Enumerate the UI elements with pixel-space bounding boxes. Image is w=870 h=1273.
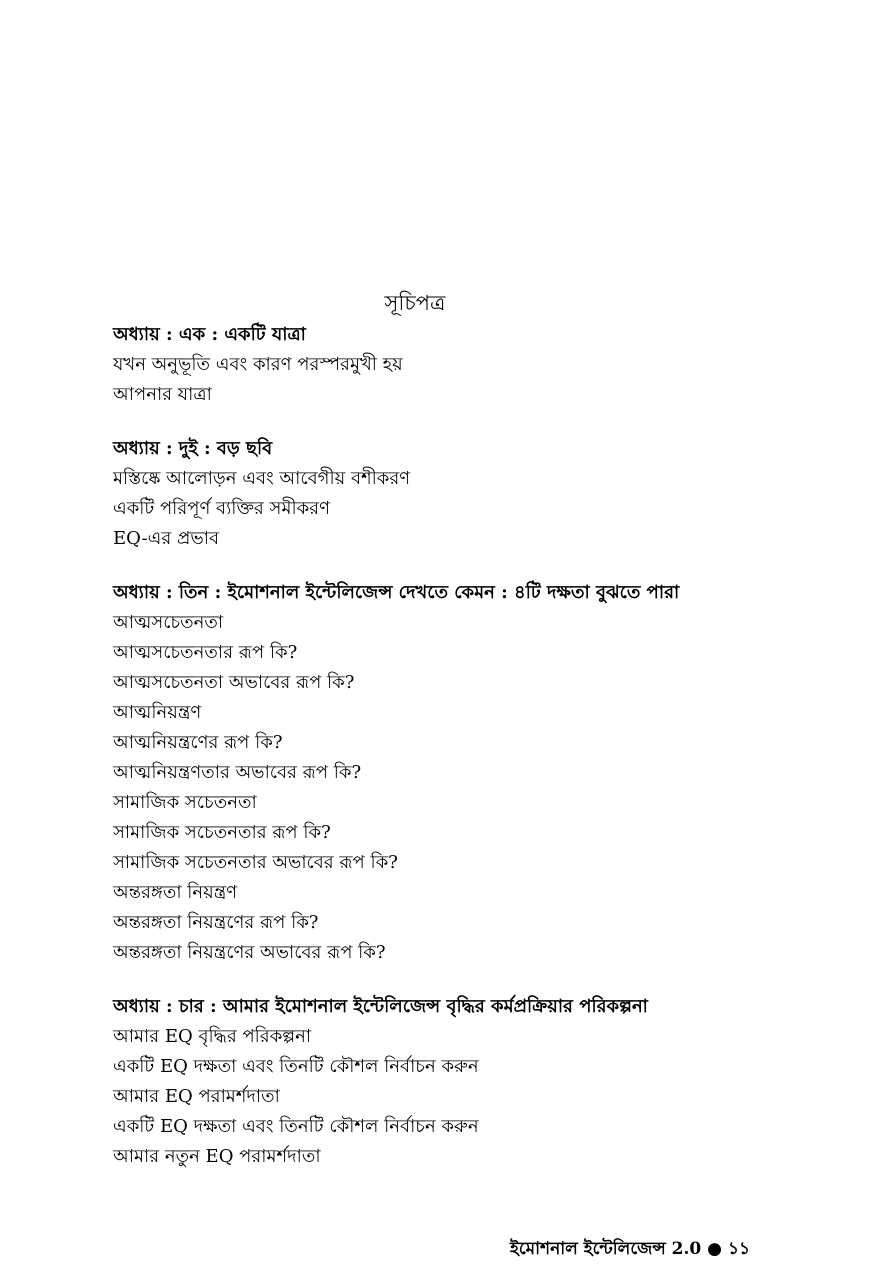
chapter-2 <box>113 434 823 554</box>
toc-entry: আপনার যাত্রা <box>113 384 212 405</box>
toc-entry: আমার নতুন EQ পরামর্শদাতা <box>113 1146 321 1167</box>
toc-entry: অন্তরঙ্গতা নিয়ন্ত্রণের রূপ কি? <box>113 912 319 933</box>
toc-entry: অন্তরঙ্গতা নিয়ন্ত্রণের অভাবের রূপ কি? <box>113 942 386 963</box>
toc-entry: আত্মনিয়ন্ত্রণের রূপ কি? <box>113 732 283 753</box>
toc-entry: আমার EQ পরামর্শদাতা <box>113 1086 280 1107</box>
toc-entry: আমার EQ বৃদ্ধির পরিকল্পনা <box>113 1026 312 1047</box>
chapter-heading: অধ্যায় : দুই : বড় ছবি <box>113 438 273 459</box>
toc-entry: EQ-এর প্রভাব <box>113 528 220 549</box>
toc-entry: আত্মসচেতনতা অভাবের রূপ কি? <box>113 672 355 693</box>
page-title: সূচিপত্র <box>384 291 446 315</box>
toc-entry: সামাজিক সচেতনতার অভাবের রূপ কি? <box>113 852 398 873</box>
toc-entry: একটি EQ দক্ষতা এবং তিনটি কৌশল নির্বাচন করুন <box>113 1116 479 1137</box>
chapter-heading: অধ্যায় : এক : একটি যাত্রা <box>113 324 306 345</box>
toc-entry: অন্তরঙ্গতা নিয়ন্ত্রণ <box>113 882 238 903</box>
footer-book-title: ইমোশনাল ইন্টেলিজেন্স 2.0 <box>509 1239 702 1259</box>
table-of-contents <box>113 320 823 1196</box>
toc-entry: যখন অনুভূতি এবং কারণ পরস্পরমুখী হয় <box>113 354 403 375</box>
chapter-4 <box>113 992 823 1172</box>
footer-separator: ● <box>707 1239 723 1259</box>
toc-entry: একটি পরিপূর্ণ ব্যক্তির সমীকরণ <box>113 498 330 519</box>
chapter-heading: অধ্যায় : তিন : ইমোশনাল ইন্টেলিজেন্স দেখতে কেমন : ৪টি দক্ষতা বুঝতে পারা <box>113 582 680 603</box>
chapter-3 <box>113 578 823 968</box>
toc-entry: একটি EQ দক্ষতা এবং তিনটি কৌশল নির্বাচন করুন <box>113 1056 479 1077</box>
toc-entry: আত্মসচেতনতার রূপ কি? <box>113 642 298 663</box>
toc-entry: সামাজিক সচেতনতা <box>113 792 257 813</box>
toc-entry: মস্তিষ্কে আলোড়ন এবং আবেগীয় বশীকরণ <box>113 468 411 489</box>
toc-entry: আত্মনিয়ন্ত্রণতার অভাবের রূপ কি? <box>113 762 362 783</box>
page-number: ১১ <box>727 1239 750 1259</box>
chapter-heading: অধ্যায় : চার : আমার ইমোশনাল ইন্টেলিজেন্স বৃদ্ধির কর্মপ্রক্রিয়ার পরিকল্পনা <box>113 996 648 1017</box>
page-footer <box>510 1236 750 1262</box>
toc-entry: সামাজিক সচেতনতার রূপ কি? <box>113 822 331 843</box>
chapter-1 <box>113 320 823 410</box>
toc-entry: আত্মনিয়ন্ত্রণ <box>113 702 202 723</box>
toc-entry: আত্মসচেতনতা <box>113 612 224 633</box>
